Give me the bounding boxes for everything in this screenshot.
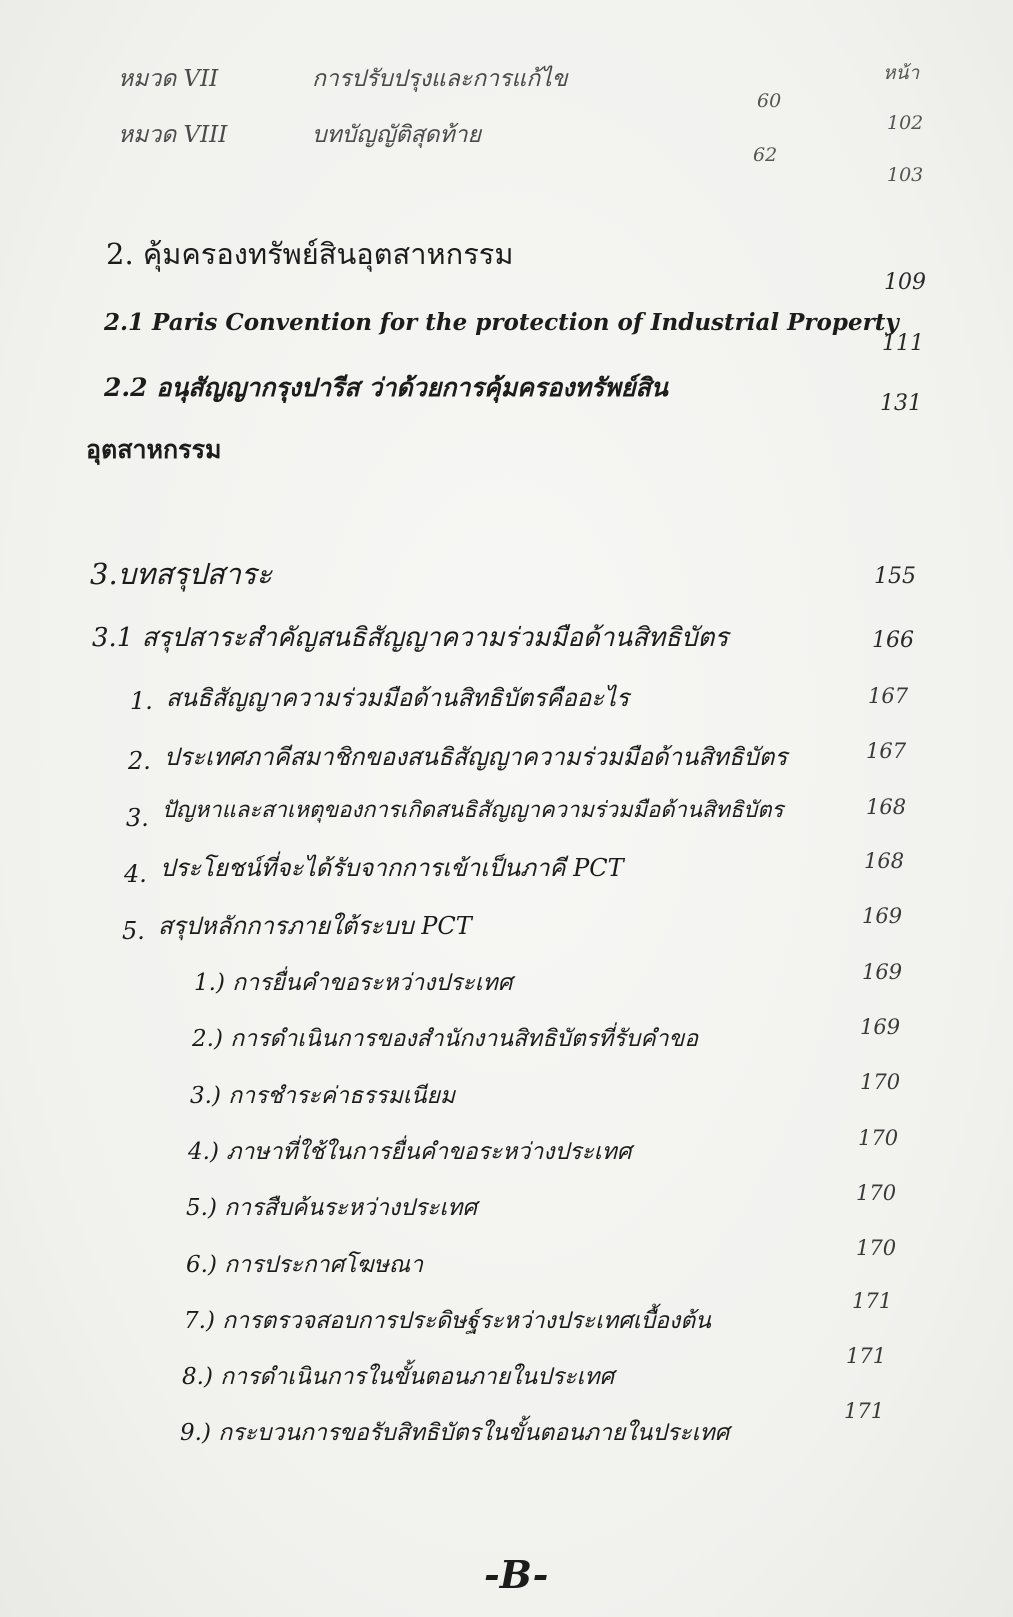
toc-item: สรุปหลักการภายใต้ระบบ PCT	[158, 912, 472, 940]
chapter-title: การปรับปรุงและการแก้ไข	[312, 66, 568, 92]
page-number: 131	[880, 391, 922, 416]
toc-subitem: 7.) การตรวจสอบการประดิษฐ์ระหว่างประเทศเบื้องต้น	[184, 1308, 711, 1334]
toc-item-number: 2.	[128, 747, 151, 775]
section-title: 2. คุ้มครองทรัพย์สินอุตสาหกรรม	[106, 237, 514, 271]
page-number: 168	[864, 849, 905, 873]
section-title: 3.บทสรุปสาระ	[90, 557, 273, 591]
toc-item: ประโยชน์ที่จะได้รับจากการเข้าเป็นภาคี PCT	[160, 854, 624, 882]
page-number: 167	[866, 739, 907, 763]
page-number: 169	[860, 1015, 901, 1039]
toc-item-number: 4.	[124, 860, 147, 888]
toc-subitem: 2.) การดำเนินการของสำนักงานสิทธิบัตรที่รับคำขอ	[192, 1026, 699, 1052]
toc-item-continuation: อุตสาหกรรม	[86, 435, 222, 464]
toc-subitem: 9.) กระบวนการขอรับสิทธิบัตรในขั้นตอนภายในประเทศ	[180, 1420, 730, 1446]
page-number: 170	[856, 1181, 897, 1205]
toc-subsection: 3.1 สรุปสาระสำคัญสนธิสัญญาความร่วมมือด้านสิทธิบัตร	[92, 623, 729, 653]
toc-item: สนธิสัญญาความร่วมมือด้านสิทธิบัตรคืออะไร	[166, 684, 630, 712]
page-number: 170	[860, 1070, 901, 1094]
toc-item: 2.2 อนุสัญญากรุงปารีส ว่าด้วยการคุ้มครองทรัพย์สิน	[104, 373, 668, 402]
chapter-title: บทบัญญัติสุดท้าย	[312, 122, 482, 148]
chapter-label: หมวด VIII	[118, 122, 228, 148]
page-number: 171	[852, 1289, 893, 1313]
page-number: 171	[846, 1344, 887, 1368]
page-number: 169	[862, 960, 903, 984]
page-column-label: หน้า	[883, 62, 920, 84]
toc-item-number: 5.	[122, 917, 145, 945]
toc-item-number: 1.	[130, 687, 153, 715]
page-number: 171	[844, 1399, 885, 1423]
page-number: 60	[757, 90, 782, 112]
page-number: 62	[753, 144, 778, 166]
toc-item: 2.1 Paris Convention for the protection of Industrial Property	[104, 309, 899, 336]
toc-item: ปัญหาและสาเหตุของการเกิดสนธิสัญญาความร่วมมือด้านสิทธิบัตร	[162, 798, 784, 823]
page-number: 102	[887, 112, 924, 134]
toc-subitem: 6.) การประกาศโฆษณา	[186, 1252, 424, 1278]
toc-subitem: 4.) ภาษาที่ใช้ในการยื่นคำขอระหว่างประเทศ	[188, 1139, 632, 1165]
page-number: 111	[882, 331, 924, 356]
toc-subitem: 1.) การยื่นคำขอระหว่างประเทศ	[194, 970, 513, 996]
page-number: 167	[868, 684, 909, 708]
toc-item: ประเทศภาคีสมาชิกของสนธิสัญญาความร่วมมือด้านสิทธิบัตร	[164, 743, 788, 771]
page-number: 155	[874, 564, 916, 589]
page-number: 169	[862, 904, 903, 928]
page-number: 168	[866, 795, 907, 819]
page-number: 166	[872, 628, 914, 653]
page-number: 103	[887, 164, 924, 186]
chapter-label: หมวด VII	[118, 66, 219, 92]
toc-subitem: 8.) การดำเนินการในขั้นตอนภายในประเทศ	[182, 1364, 615, 1390]
page-number: 109	[884, 270, 926, 295]
page-number: 170	[858, 1126, 899, 1150]
page-marker: -B-	[484, 1552, 549, 1597]
page-number: 170	[856, 1236, 897, 1260]
toc-subitem: 5.) การสืบค้นระหว่างประเทศ	[186, 1195, 478, 1221]
toc-subitem: 3.) การชำระค่าธรรมเนียม	[190, 1083, 456, 1109]
toc-item-number: 3.	[126, 804, 149, 832]
